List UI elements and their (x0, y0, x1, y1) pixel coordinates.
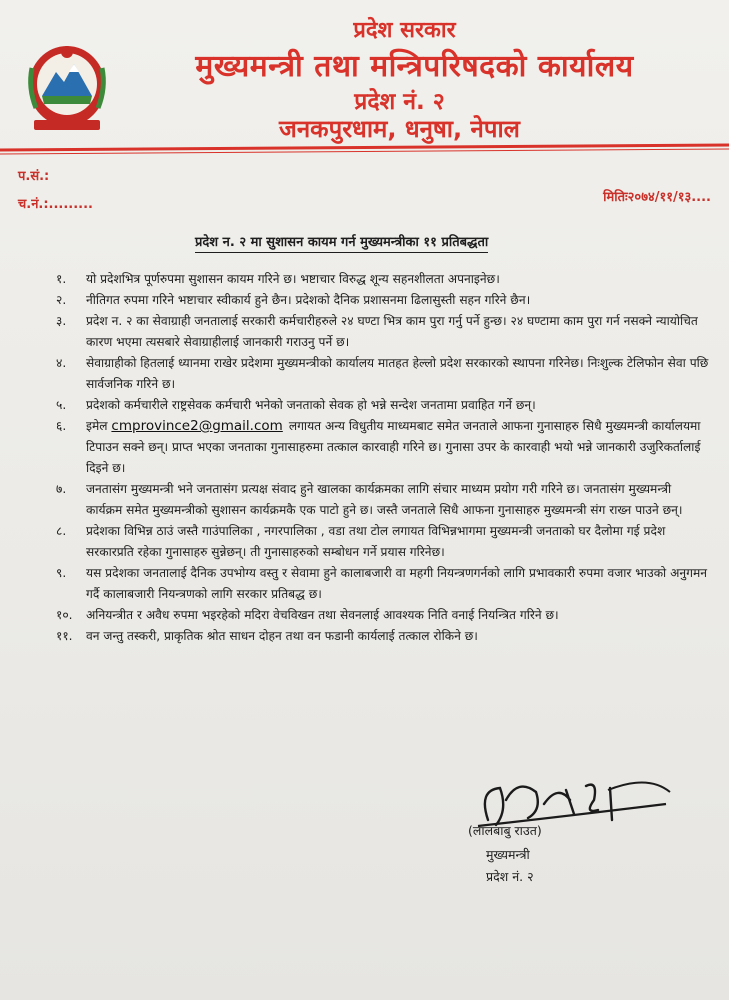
email-link[interactable]: cmprovince2@gmail.com (111, 418, 283, 434)
item-number: ५. (56, 398, 67, 412)
item-number: ९. (56, 566, 67, 580)
reference-number: प.सं.: (18, 169, 50, 184)
signatory-province: प्रदेश नं. २ (486, 869, 534, 884)
nepal-emblem-icon (22, 38, 112, 138)
signatory-role: मुख्यमन्त्री (486, 847, 530, 862)
letterhead-government: प्रदेश सरकार (353, 18, 456, 43)
item-text-email (86, 416, 711, 479)
item-text: प्रदेश न. २ का सेवाग्राही जनतालाई सरकारी कर्मचारीहरुले २४ घण्टा भित्र काम पुरा गर्नु पर्ने हुन्छ। २४ घण्टामा काम पुरा गर्न नसक्ने न्यायोचित कारण भएमा त्यसबारे सेवाग्राहीलाई जानकारी गराउनु पर्ने छ। (86, 314, 698, 349)
item-text: अनियन्त्रीत र अवैध रुपमा भइरहेको मदिरा वेचविखन तथा सेवनलाई आवश्यक निति वनाई नियन्त्रित गरिने छ। (86, 608, 559, 622)
item-text: नीतिगत रुपमा गरिने भष्टाचार स्वीकार्य हुने छैन। प्रदेशको दैनिक प्रशासनमा ढिलासुस्ती सहन गरिने छैन। (86, 293, 531, 307)
item-text: यो प्रदेशभित्र पूर्णरुपमा सुशासन कायम गरिने छ। भष्टाचार विरुद्ध शून्य सहनशीलता अपनाइनेछ। (86, 272, 500, 286)
item-text: सेवाग्राहीको हितलाई ध्यानमा राखेर प्रदेशमा मुख्यमन्त्रीको कार्यालय मातहत हेल्लो प्रदेश सरकारको स्थापना गरिनेछ। निःशुल्क टेलिफोन सेवा पछि सार्वजनिक गरिने छ। (86, 356, 709, 391)
item-text: प्रदेशको कर्मचारीले राष्ट्रसेवक कर्मचारी भनेको जनताको सेवक हो भन्ने सन्देश जनतामा प्रवाहित गर्ने छन्। (86, 398, 536, 412)
item-number: ७. (56, 482, 67, 496)
letterhead-office: मुख्यमन्त्री तथा मन्त्रिपरिषदको कार्यालय (195, 49, 634, 84)
list-item (56, 290, 711, 311)
item-number: ३. (56, 314, 67, 328)
letterhead-province: प्रदेश नं. २ (354, 89, 445, 115)
document-title: प्रदेश न. २ मा सुशासन कायम गर्न मुख्यमन्त्रीका ११ प्रतिबद्धता (195, 232, 488, 253)
letter-date: मितिः२०७४/११/१३.... (603, 190, 711, 205)
item-text: प्रदेशका विभिन्न ठाउं जस्तै गाउंपालिका , नगरपालिका , वडा तथा टोल लगायत विभिन्नभागमा मुख्यमन्त्री जनताको घर दैलोमा गई प्रदेश सरकारप्रति रहेका गुनासाहरु सुन्नेछन्। ती गुनासाहरुको सम्बोधन गर्ने प्रयास गरिनेछ। (86, 524, 666, 559)
item-text: वन जन्तु तस्करी, प्राकृतिक श्रोत साधन दोहन तथा वन फडानी कार्यलाई तत्काल रोकिने छ। (86, 629, 478, 643)
item-number: १. (56, 272, 67, 286)
list-item (56, 311, 711, 353)
list-item (56, 563, 711, 605)
item-text: जनतासंग मुख्यमन्त्री भने जनतासंग प्रत्यक्ष संवाद हुने खालका कार्यक्रमका लागि संचार माध्यम प्रयोग गरी गरिने छ। जनतासंग मुख्यमन्त्री कार्यक्रम समेत मुख्यमन्त्रीको सुशासन कार्यक्रमकै एक पाटो हुने छ। जस्तै जनताले सिधै आफना गुनासाहरु मुख्यमन्त्री संग राख्न पाउने छन्। (86, 482, 683, 517)
item-number: २. (56, 293, 67, 307)
list-item (56, 605, 711, 626)
list-item (56, 626, 711, 647)
letterhead-address: जनकपुरधाम, धनुषा, नेपाल (279, 115, 520, 143)
list-item (56, 269, 711, 290)
dispatch-number: च.नं.:......... (18, 197, 93, 212)
signature-block (440, 770, 690, 950)
item-number: ११. (56, 629, 73, 643)
email-prefix: इमेल (86, 419, 108, 433)
list-item (56, 521, 711, 563)
item-number: १०. (56, 608, 73, 622)
list-item (56, 416, 711, 479)
item-number: ४. (56, 356, 67, 370)
item-text: लगायत अन्य विधुतीय माध्यमबाट समेत जनताले आफना गुनासाहरु सिधै मुख्यमन्त्री कार्यालयमा टिपाउन सक्ने छन्। प्राप्त भएका जनताका गुनासाहरुमा तत्काल कारवाही गरिने छ। गुनासा उपर के कारवाही भयो भन्ने जानकारी उजुरिकर्तालाई दिइने छ। (86, 419, 701, 475)
item-number: ६. (56, 419, 67, 433)
list-item (56, 479, 711, 521)
item-number: ८. (56, 524, 67, 538)
list-item (56, 353, 711, 395)
list-item (56, 395, 711, 416)
item-text: यस प्रदेशका जनतालाई दैनिक उपभोग्य वस्तु र सेवामा हुने कालाबजारी वा महगी नियन्त्रणगर्नको लागि प्रभावकारी रुपमा वजार भाउको अनुगमन गर्दै कालाबजारी नियन्त्रणको लागि सरकार प्रतिबद्ध छ। (86, 566, 708, 601)
signatory-name: (लालबाबु राउत) (468, 823, 542, 838)
commitment-list (56, 269, 711, 647)
